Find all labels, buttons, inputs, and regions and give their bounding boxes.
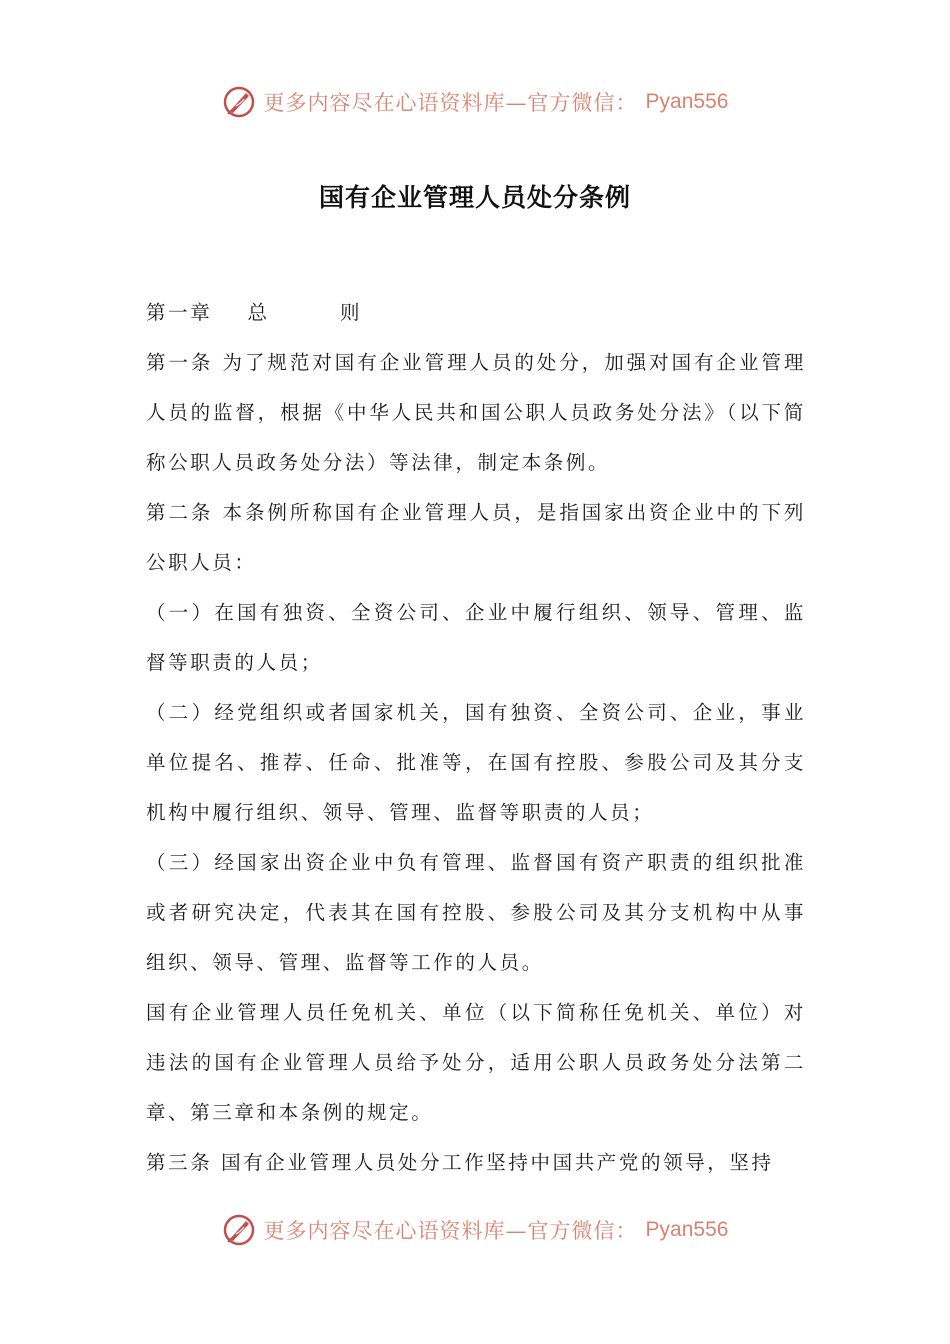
chapter-heading: 第一章 总 则 xyxy=(146,301,363,324)
body-paragraph: 国有企业管理人员任免机关、单位（以下简称任免机关、单位）对违法的国有企业管理人员给予处分，适用公职人员政务处分法第二章、第三章和本条例的规定。 xyxy=(146,1001,806,1124)
quill-pen-logo-icon xyxy=(222,1213,256,1247)
list-item-paragraph: （三）经国家出资企业中负有管理、监督国有资产职责的组织批准或者研究决定，代表其在国有控股、参股公司及其分支机构中从事组织、领导、管理、监督等工作的人员。 xyxy=(146,851,806,974)
article-paragraph: 第一条 为了规范对国有企业管理人员的处分，加强对国有企业管理人员的监督，根据《中华人民共和国公职人员政务处分法》（以下简称公职人员政务处分法）等法律，制定本条例。 xyxy=(146,351,806,474)
list-item-paragraph: （一）在国有独资、全资公司、企业中履行组织、领导、管理、监督等职责的人员； xyxy=(146,601,806,674)
article-paragraph: 第二条 本条例所称国有企业管理人员，是指国家出资企业中的下列公职人员： xyxy=(146,501,806,574)
document-title: 国有企业管理人员处分条例 xyxy=(318,183,631,212)
watermark-text: 更多内容尽在心语资料库—官方微信： xyxy=(263,1219,638,1243)
document-body xyxy=(146,288,806,1188)
quill-pen-logo-icon xyxy=(222,85,256,119)
watermark-text: 更多内容尽在心语资料库—官方微信： xyxy=(263,91,638,115)
wechat-id: Pyan556 xyxy=(645,90,729,113)
footer-watermark-banner xyxy=(0,1208,950,1252)
article-paragraph: 第三条 国有企业管理人员处分工作坚持中国共产党的领导，坚持 xyxy=(146,1151,774,1174)
list-item-paragraph: （二）经党组织或者国家机关，国有独资、全资公司、企业，事业单位提名、推荐、任命、批准等，在国有控股、参股公司及其分支机构中履行组织、领导、管理、监督等职责的人员； xyxy=(146,701,806,824)
header-watermark-banner xyxy=(0,80,950,124)
wechat-id: Pyan556 xyxy=(645,1218,729,1241)
